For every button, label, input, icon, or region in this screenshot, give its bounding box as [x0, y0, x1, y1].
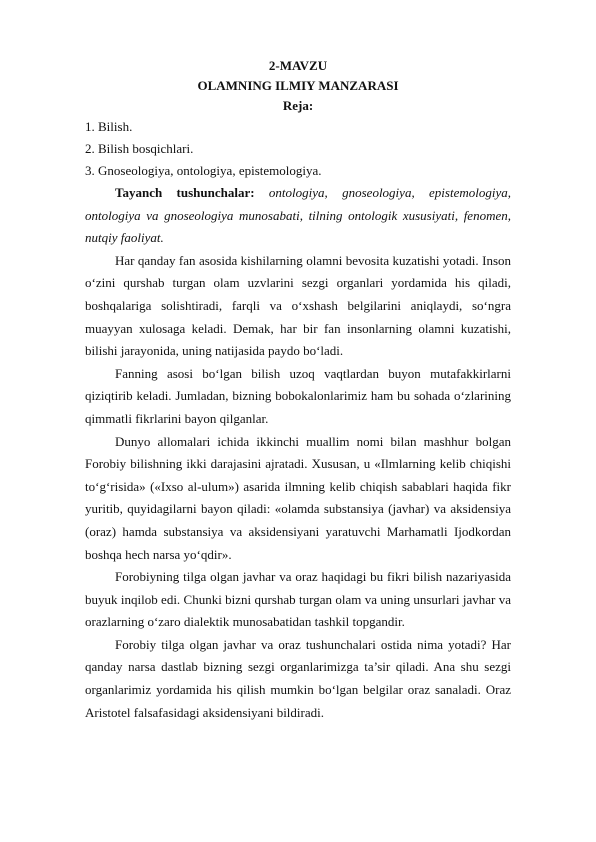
plan-item-3: 3. Gnoseologiya, ontologiya, epistemologiya.: [85, 163, 322, 178]
keywords-paragraph: [85, 182, 511, 250]
paragraph-1: Har qanday fan asosida kishilarning olamni bevosita kuzatishi yotadi. Inson o‘zini qurshab turgan olam uzvlarini sezgi organlari yordamida his qiladi, boshqalariga solishtiradi, farqli va o‘xshash belgilarini aniqlaydi, so‘ngra muayyan xulosaga keladi. Demak, har bir fan insonlarning olamni kuzatishi, bilishi jarayonida, uning natijasida paydo bo‘ladi.: [85, 252, 511, 359]
keywords-text: ontologiya, gnoseologiya, epistemologiya, ontologiya va gnoseologiya munosabati, tilning ontologik xususiyati, fenomen, nutqiy faoliyat.: [85, 185, 511, 246]
paragraph-4: Forobiyning tilga olgan javhar va oraz haqidagi bu fikri bilish nazariyasida buyuk inqilob edi. Chunki bizni qurshab turgan olam va uning unsurlari javhar va orazlarning o‘zaro dialektik munosabatidan tashkil topgandir.: [85, 569, 511, 630]
page-title: OLAMNING ILMIY MANZARASI: [197, 78, 399, 93]
plan-heading: Reja:: [282, 98, 314, 113]
keywords-label: Tayanch tushunchalar:: [115, 185, 255, 200]
topic-number: 2-MAVZU: [268, 58, 328, 73]
plan-item-2: 2. Bilish bosqichlari.: [85, 141, 194, 156]
document-page: [85, 56, 511, 724]
paragraph-2: Fanning asosi bo‘lgan bilish uzoq vaqtlardan buyon mutafakkirlarni qiziqtirib keladi. Jumladan, bizning bobokalonlarimiz ham bu sohada o‘zlarining qimmatli fikrlarini bayon qilganlar.: [85, 365, 511, 426]
plan-list: [85, 116, 511, 182]
paragraph-5: Forobiy tilga olgan javhar va oraz tushunchalari ostida nima yotadi? Har qanday narsa dastlab bizning sezgi organlarimizga ta’sir qiladi. Ana shu sezgi organlarimiz yordamida his qilish mumkin bo‘lgan belgilar oraz sanaladi. Oraz Aristotel falsafasidagi aksidensiyani bildiradi.: [85, 636, 511, 720]
paragraph-3: Dunyo allomalari ichida ikkinchi muallim nomi bilan mashhur bolgan Forobiy bilishning ikki darajasini ajratadi. Xususan, u «Ilmlarning kelib chiqishi to‘g‘risida» («Ixso al-ulum») asarida ilmning kelib chiqish sabablari haqida fikr yuritib, quyidagilarni bayon qiladi: «olamda substansiya (javhar) va aksidensiya (oraz) hamda substansiya va aksidensiyani yaratuvchi Marhamatli Ijodkordan boshqa hech narsa yo‘qdir».: [85, 433, 511, 562]
plan-item-1: 1. Bilish.: [85, 119, 133, 134]
